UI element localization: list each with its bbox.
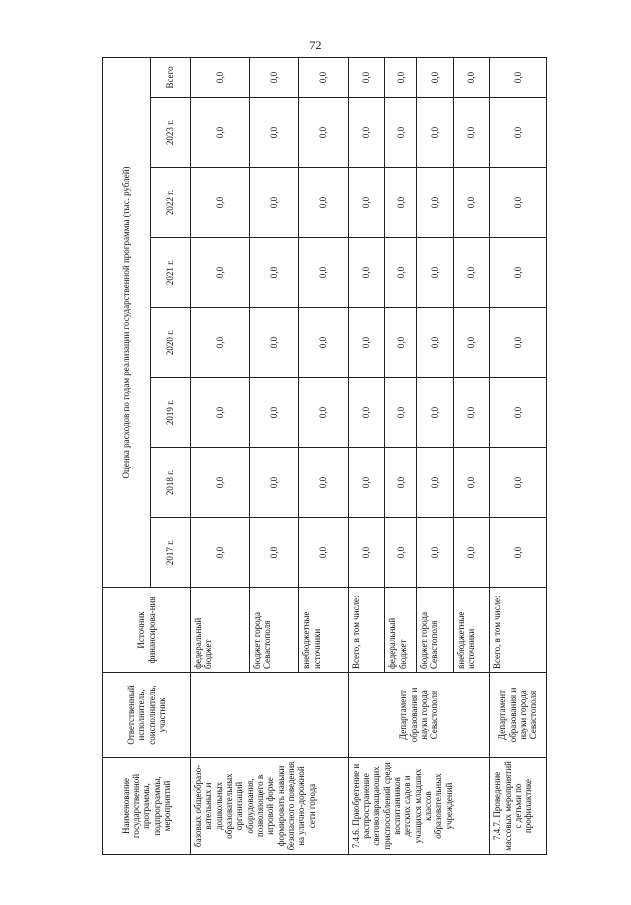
- header-source: Источник финансирова-ния: [103, 588, 191, 673]
- year-value: 0,0: [250, 238, 299, 308]
- year-value: 0,0: [299, 448, 348, 518]
- total-value: 0,0: [490, 57, 547, 97]
- year-value: 0,0: [453, 168, 490, 238]
- year-value: 0,0: [191, 378, 250, 448]
- responsible-executor: Департамент образования и науки города Севастополя: [490, 673, 547, 758]
- year-value: 0,0: [453, 448, 490, 518]
- year-value: 0,0: [250, 378, 299, 448]
- year-value: 0,0: [490, 98, 547, 168]
- responsible-executor: [191, 673, 349, 758]
- total-value: 0,0: [250, 57, 299, 97]
- year-value: 0,0: [299, 98, 348, 168]
- year-value: 0,0: [250, 308, 299, 378]
- year-value: 0,0: [385, 448, 417, 518]
- funding-source: бюджет города Севастополя: [250, 588, 299, 673]
- year-value: 0,0: [417, 308, 454, 378]
- year-value: 0,0: [453, 518, 490, 588]
- year-value: 0,0: [299, 238, 348, 308]
- measure-name: 7.4.7. Проведение массовых мероприятий с детьми по профилактике: [490, 758, 547, 855]
- year-value: 0,0: [385, 168, 417, 238]
- header-year: 2021 г.: [151, 238, 191, 308]
- measure-name: базовых общеобразо-вательных и дошкольных образовательных организаций оборудования, позволяющего в игровой форме формировать навыки безопасного поведения на улично-дорожной сети города: [191, 758, 349, 855]
- year-value: 0,0: [299, 518, 348, 588]
- year-value: 0,0: [417, 168, 454, 238]
- year-value: 0,0: [348, 98, 385, 168]
- table-body: [191, 57, 547, 854]
- year-value: 0,0: [348, 378, 385, 448]
- header-year: 2018 г.: [151, 448, 191, 518]
- year-value: 0,0: [385, 98, 417, 168]
- year-value: 0,0: [191, 448, 250, 518]
- year-value: 0,0: [348, 168, 385, 238]
- rotated-table-wrapper: [102, 58, 547, 855]
- total-value: 0,0: [348, 57, 385, 97]
- header-year: 2017 г.: [151, 518, 191, 588]
- year-value: 0,0: [250, 98, 299, 168]
- year-value: 0,0: [348, 448, 385, 518]
- header-total: Всего: [151, 57, 191, 97]
- funding-source: внебюджетные источники: [453, 588, 490, 673]
- year-value: 0,0: [417, 238, 454, 308]
- year-value: 0,0: [348, 518, 385, 588]
- expenditure-table: [102, 57, 547, 855]
- year-value: 0,0: [490, 518, 547, 588]
- year-value: 0,0: [191, 168, 250, 238]
- header-year: 2022 г.: [151, 168, 191, 238]
- total-value: 0,0: [453, 57, 490, 97]
- year-value: 0,0: [348, 308, 385, 378]
- year-value: 0,0: [417, 378, 454, 448]
- year-value: 0,0: [250, 168, 299, 238]
- year-value: 0,0: [385, 238, 417, 308]
- total-value: 0,0: [299, 57, 348, 97]
- funding-source: бюджет города Севастополя: [417, 588, 454, 673]
- header-year: 2019 г.: [151, 378, 191, 448]
- table-row: [348, 57, 385, 854]
- year-value: 0,0: [453, 98, 490, 168]
- year-value: 0,0: [191, 518, 250, 588]
- year-value: 0,0: [490, 448, 547, 518]
- total-value: 0,0: [385, 57, 417, 97]
- header-responsible: Ответственный исполнитель, соисполнитель, участник: [103, 673, 191, 758]
- year-value: 0,0: [453, 238, 490, 308]
- year-value: 0,0: [299, 378, 348, 448]
- table-row: [490, 57, 547, 854]
- table-row: [191, 57, 250, 854]
- year-value: 0,0: [191, 308, 250, 378]
- measure-name: 7.4.6. Приобретение и распространение световозвращающих приспособлений среди воспитанников детских садов и учащихся младших классов образовательных учреждений: [348, 758, 490, 855]
- year-value: 0,0: [348, 238, 385, 308]
- year-value: 0,0: [191, 238, 250, 308]
- funding-source: Всего, в том числе:: [348, 588, 385, 673]
- header-year: 2023 г.: [151, 98, 191, 168]
- total-value: 0,0: [191, 57, 250, 97]
- year-value: 0,0: [490, 238, 547, 308]
- year-value: 0,0: [490, 168, 547, 238]
- year-value: 0,0: [490, 378, 547, 448]
- page-number: 72: [309, 38, 322, 52]
- funding-source: внебюджетные источники: [299, 588, 348, 673]
- year-value: 0,0: [417, 448, 454, 518]
- year-value: 0,0: [250, 448, 299, 518]
- year-value: 0,0: [453, 308, 490, 378]
- year-value: 0,0: [385, 518, 417, 588]
- year-value: 0,0: [417, 518, 454, 588]
- year-value: 0,0: [490, 308, 547, 378]
- year-value: 0,0: [250, 518, 299, 588]
- year-value: 0,0: [385, 378, 417, 448]
- year-value: 0,0: [191, 98, 250, 168]
- year-value: 0,0: [417, 98, 454, 168]
- header-name: Наименование государственной программы, подпрограммы, мероприятий: [103, 758, 191, 855]
- total-value: 0,0: [417, 57, 454, 97]
- responsible-executor: Департамент образования и науки города Севастополя: [348, 673, 490, 758]
- year-value: 0,0: [299, 168, 348, 238]
- funding-source: федеральный бюджет: [385, 588, 417, 673]
- header-year: 2020 г.: [151, 308, 191, 378]
- year-value: 0,0: [385, 308, 417, 378]
- year-value: 0,0: [453, 378, 490, 448]
- funding-source: федеральный бюджет: [191, 588, 250, 673]
- year-value: 0,0: [299, 308, 348, 378]
- funding-source: Всего, в том числе:: [490, 588, 547, 673]
- header-group-title: Оценка расходов по годам реализации государственной программы (тыс. рублей): [103, 57, 151, 587]
